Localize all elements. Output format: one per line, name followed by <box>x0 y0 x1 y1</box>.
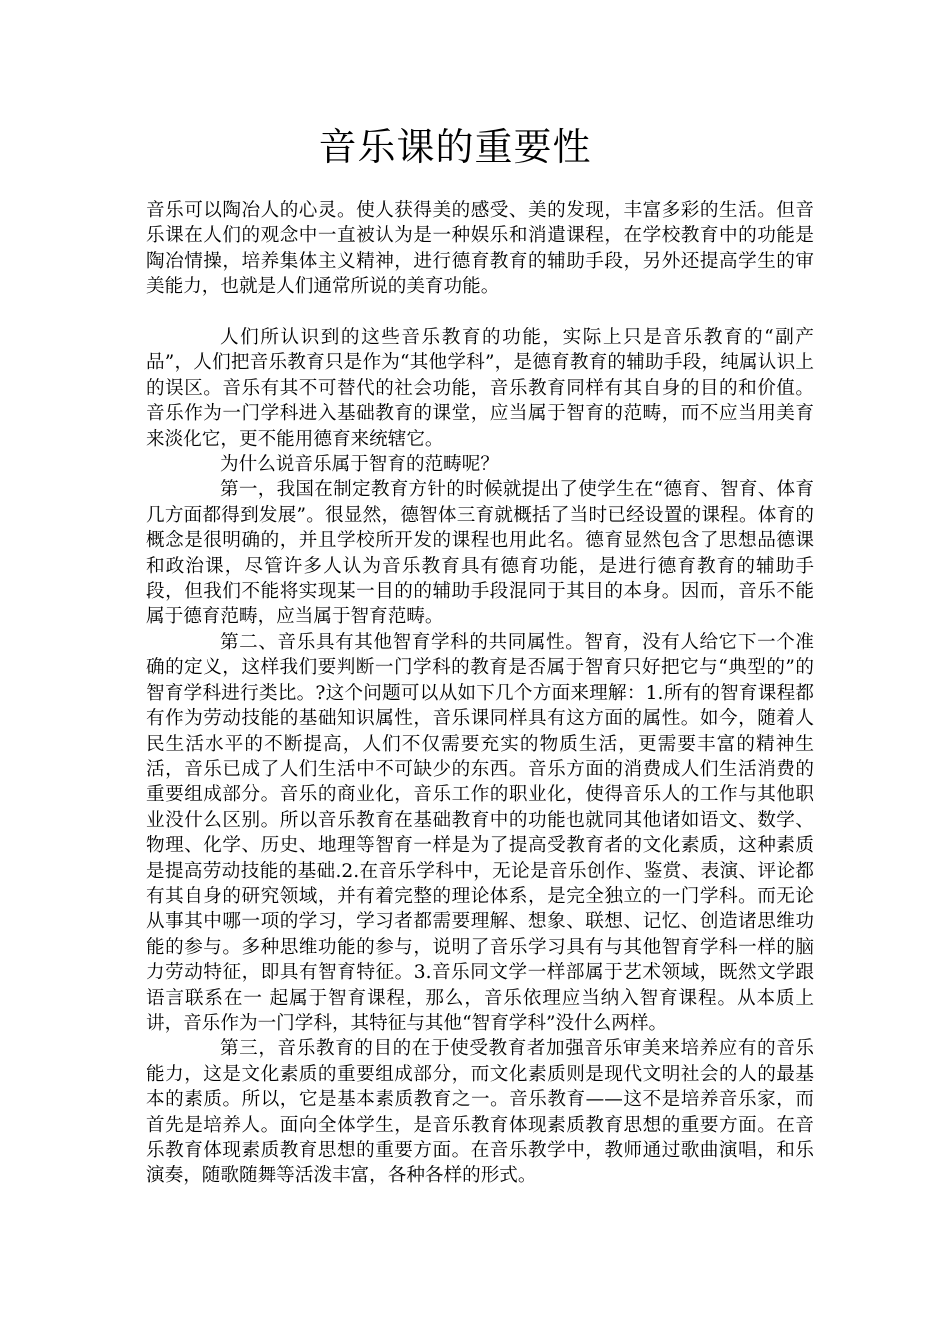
paragraph-second-point: 第二、音乐具有其他智育学科的共同属性。智育，没有人给它下一个准确的定义，这样我们要判断一门学科的教育是否属于智育只好把它与“典型的”的智育学科进行类比。?这个问题可以从如下几个方面来理解：1.所有的智育课程都有作为劳动技能的基础知识属性，音乐课同样具有这方面的属性。如今，随着人民生活水平的不断提高，人们不仅需要充实的物质生活，更需要丰富的精神生活，音乐已成了人们生活中不可缺少的东西。音乐方面的消费成人们生活消费的重要组成部分。音乐的商业化，音乐工作的职业化，使得音乐人的工作与其他职业没什么区别。所以音乐教育在基础教育中的功能也就同其他诸如语文、数学、物理、化学、历史、地理等智育一样是为了提高受教育者的文化素质，这种素质是提高劳动技能的基础.2.在音乐学科中，无论是音乐创作、鉴赏、表演、评论都有其自身的研究领域，并有着完整的理论体系，是完全独立的一门学科。而无论从事其中哪一项的学习，学习者都需要理解、想象、联想、记忆、创造诸思维功能的参与。多种思维功能的参与，说明了音乐学习具有与其他智育学科一样的脑力劳动特征，即具有智育特征。3.音乐同文学一样部属于艺术领域，既然文学跟语言联系在一 起属于智育课程，那么，音乐依理应当纳入智育课程。从本质上讲，音乐作为一门学科，其特征与其他“智育学科”没什么两样。 <box>146 631 814 1034</box>
paragraph-question: 为什么说音乐属于智育的范畴呢？ <box>220 454 499 476</box>
paragraph-first-point: 第一，我国在制定教育方针的时候就提出了使学生在“德育、智育、体育几方面都得到发展”。很显然，德智体三育就概括了当时已经设置的课程。体育的概念是很明确的，并且学校所开发的课程也用此名。德育显然包含了思想品德课和政治课，尽管许多人认为音乐教育具有德育功能，是进行德育教育的辅助手段，但我们不能将实现某一目的的辅助手段混同于其目的本身。因而，音乐不能属于德育范畴，应当属于智育范畴。 <box>146 479 814 628</box>
paragraph-intro: 音乐可以陶冶人的心灵。使人获得美的感受、美的发现，丰富多彩的生活。但音乐课在人们的观念中一直被认为是一种娱乐和消遣课程，在学校教育中的功能是陶冶情操，培养集体主义精神，进行德育教育的辅助手段，另外还提高学生的审美能力，也就是人们通常所说的美育功能。 <box>146 200 814 298</box>
paragraph-third-point: 第三，音乐教育的目的在于使受教育者加强音乐审美来培养应有的音乐能力，这是文化素质的重要组成部分，而文化素质则是现代文明社会的人的最基本的素质。所以，它是基本素质教育之一。音乐教育——这不是培养音乐家，而首先是培养人。面向全体学生，是音乐教育体现素质教育思想的重要方面。在音乐教育体现素质教育思想的重要方面。在音乐教学中，教师通过歌曲演唱，和乐演奏，随歌随舞等活泼丰富，各种各样的形式。 <box>146 1038 814 1187</box>
paragraph-misconception: 人们所认识到的这些音乐教育的功能，实际上只是音乐教育的“副产品”，人们把音乐教育只是作为“其他学科”，是德育教育的辅助手段，纯属认识上的误区。音乐有其不可替代的社会功能，音乐教育同样有其自身的目的和价值。音乐作为一门学科进入基础教育的课堂，应当属于智育的范畴，而不应当用美育来淡化它，更不能用德育来统辖它。 <box>146 327 814 450</box>
document-body <box>146 198 814 1189</box>
document-title: 音乐课的重要性 <box>318 125 592 169</box>
